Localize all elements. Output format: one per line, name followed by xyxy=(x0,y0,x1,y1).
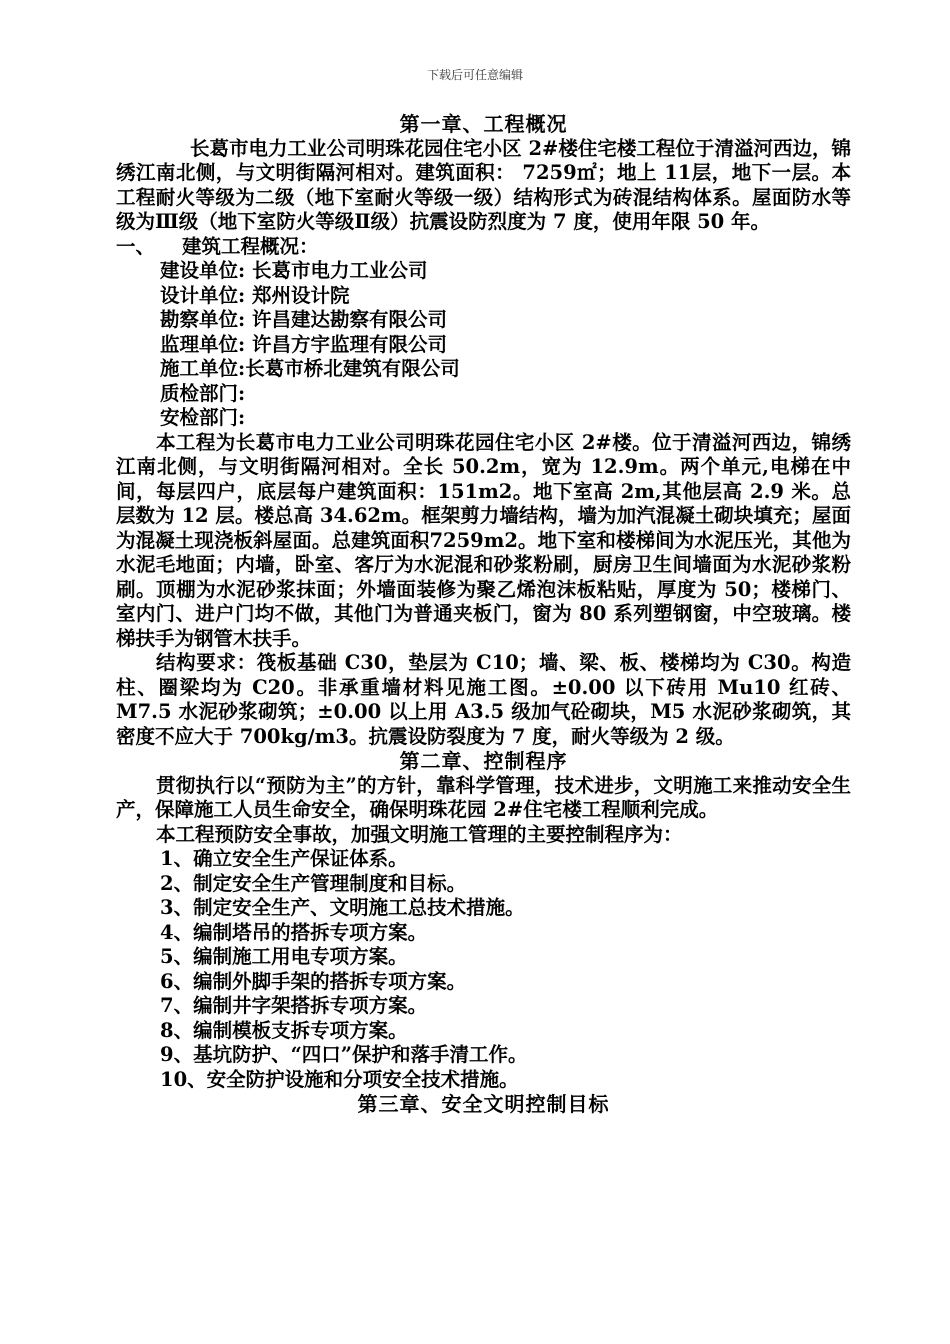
unit-item: 建设单位: 长葛市电力工业公司 xyxy=(160,259,428,282)
page-header: 下载后可任意编辑 xyxy=(426,68,523,82)
procedure-item: 2、制定安全生产管理制度和目标。 xyxy=(160,871,467,895)
procedure-item: 3、制定安全生产、文明施工总技术措施。 xyxy=(160,896,525,919)
document-body xyxy=(116,112,851,1117)
procedure-item: 7、编制井字架搭拆专项方案。 xyxy=(160,994,428,1017)
procedure-item: 1、确立安全生产保证体系。 xyxy=(160,847,408,870)
unit-item: 施工单位:长葛市桥北建筑有限公司 xyxy=(160,357,460,380)
unit-item: 设计单位: 郑州设计院 xyxy=(160,283,350,307)
procedure-item: 5、编制施工用电专项方案。 xyxy=(160,945,408,968)
chapter2-para2: 本工程预防安全事故，加强文明施工管理的主要控制程序为： xyxy=(156,822,683,846)
chapter1-title: 第一章、工程概况 xyxy=(399,112,568,136)
section-number: 一、 xyxy=(116,234,156,258)
chapter2-para1: 贯彻执行以“预防为主”的方针，靠科学管理，技术进步，文明施工来推动安全生产，保障施工人员生命安全，确保明珠花园 2#住宅楼工程顺利完成。 xyxy=(116,773,851,821)
section-title: 建筑工程概况： xyxy=(182,234,319,258)
procedure-item: 9、基坑防护、“四口”保护和落手清工作。 xyxy=(160,1043,528,1066)
procedure-item: 6、编制外脚手架的搭拆专项方案。 xyxy=(160,969,467,993)
unit-item: 质检部门: xyxy=(160,381,246,405)
chapter2-title: 第二章、控制程序 xyxy=(399,749,568,773)
structure-paragraph: 结构要求：筏板基础 C30，垫层为 C10；墙、梁、板、楼梯均为 C30。构造柱、圈梁均为 C20。非承重墙材料见施工图。±0.00 以下砖用 Mu10 红砖、M7.5 水泥砂浆砌筑；±0.00 以上用 A3.5 级加气砼砌块，M5 水泥砂浆砌筑，其密度不应大于 700kg/m3。抗震设防裂度为 7 度，耐火等级为 2 级。 xyxy=(116,651,851,748)
chapter1-intro: 长葛市电力工业公司明珠花园住宅小区 2#楼住宅楼工程位于清溢河西边，锦绣江南北侧，与文明街隔河相对。建筑面积： 7259㎡；地上 11层，地下一层。本工程耐火等级为二级（地下室耐火等级一级）结构形式为砖混结构体系。屋面防水等级为Ⅲ级（地下室防火等级Ⅱ级）抗震设防烈度为 7 度，使用年限 50 年。 xyxy=(116,136,851,233)
procedure-item: 4、编制塔吊的搭拆专项方案。 xyxy=(160,920,428,944)
chapter3-title: 第三章、安全文明控制目标 xyxy=(357,1092,610,1116)
unit-item: 监理单位: 许昌方宇监理有限公司 xyxy=(160,332,447,356)
section-heading xyxy=(116,235,851,260)
overview-paragraph: 本工程为长葛市电力工业公司明珠花园住宅小区 2#楼。位于清溢河西边，锦绣江南北侧，与文明街隔河相对。全长 50.2m，宽为 12.9m。两个单元,电梯在中间，每层四户，底层每户建筑面积：151m2。地下室高 2m,其他层高 2.9 米。总层数为 12 层。楼总高 34.62m。框架剪力墙结构，墙为加汽混凝土砌块填充；屋面为混凝土现浇板斜屋面。总建筑面积7259m2。地下室和楼梯间为水泥压光，其他为水泥毛地面；内墙，卧室、客厅为水泥混和砂浆粉刷，厨房卫生间墙面为水泥砂浆粉刷。顶棚为水泥砂浆抹面；外墙面装修为聚乙烯泡沫板粘贴，厚度为 50；楼梯门、室内门、进户门均不做，其他门为普通夹板门，窗为 80 系列塑钢窗，中空玻璃。楼梯扶手为钢管木扶手。 xyxy=(116,430,851,650)
procedure-item: 8、编制模板支拆专项方案。 xyxy=(160,1018,408,1042)
unit-item: 安检部门: xyxy=(160,406,246,429)
procedure-item: 10、安全防护设施和分项安全技术措施。 xyxy=(160,1067,519,1091)
unit-item: 勘察单位: 许昌建达勘察有限公司 xyxy=(160,308,447,331)
